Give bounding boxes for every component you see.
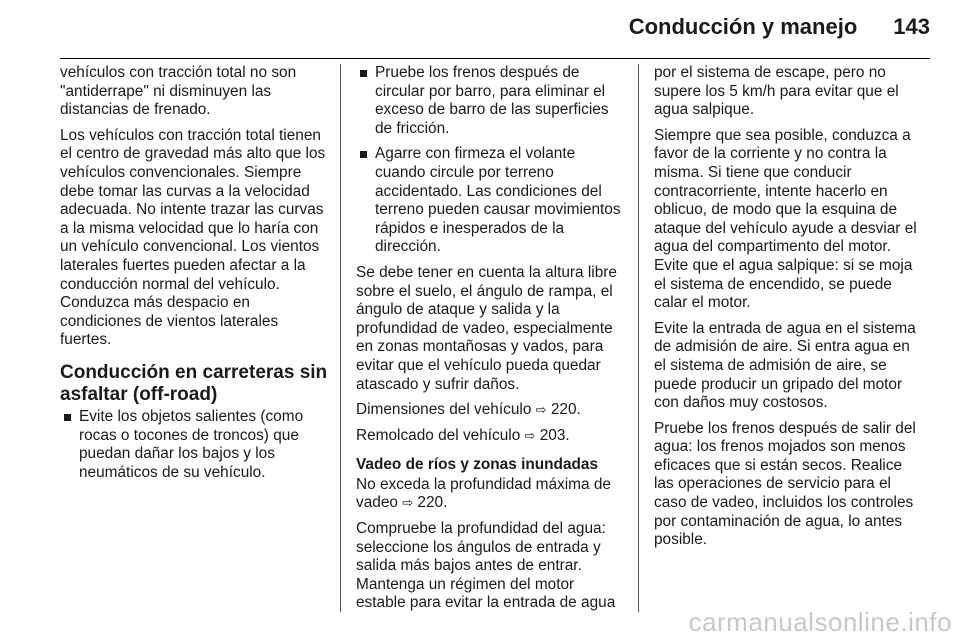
reference-page: 203. [539,426,570,444]
paragraph: Compruebe la profundidad del agua: seleccione los ángulos de entrada y salida más bajos antes de entrar. Mantenga un régimen del motor estable para evitar la entrada de agua [356,520,616,612]
column-1 [60,64,328,642]
page-header [60,14,930,54]
reference-text: Dimensiones del vehículo [356,401,532,419]
paragraph: Pruebe los frenos después de salir del agua: los frenos mojados son menos eficaces que si están secos. Realice las operaciones de servicio para el caso de vadeo, incluidos los controles por contaminación de agua, lo antes posible. [654,419,916,549]
column-2 [356,64,622,642]
arrow-right-icon: ⇨ [524,427,536,443]
page-number: 143 [893,14,930,39]
reference-text: Remolcado del vehículo [356,426,521,444]
column-divider-1 [340,64,341,612]
section-title: Conducción en carreteras sin asfaltar (off-road) [60,361,328,405]
watermark: carmanualsonline.info [688,607,952,637]
header-rule [60,58,930,59]
paragraph: Siempre que sea posible, conduzca a favor de la corriente y no contra la misma. Si tiene que conducir contracorriente, intente hacerlo en oblicuo, de modo que la esquina de ataque del vehículo ayude a desviar el agua del compartimento del motor. Evite que el agua salpique: si se moja el sistema de encendido, se puede calar el motor. [654,126,917,312]
arrow-right-icon: ⇨ [402,495,414,511]
bullet-item: Agarre con firmeza el volante cuando circule por terreno accidentado. Las condiciones del terreno pueden causar movimientos rápidos e inesperados de la dirección. [356,145,622,257]
chapter-title: Conducción y manejo [628,14,858,39]
paragraph: por el sistema de escape, pero no supere los 5 km/h para evitar que el agua salpique. [654,64,899,119]
cross-reference[interactable] [356,401,622,420]
paragraph [356,476,622,513]
arrow-right-icon: ⇨ [535,402,547,418]
cross-reference[interactable] [356,427,622,446]
reference-page: 220. [550,401,581,419]
bullet-item: Pruebe los frenos después de circular por barro, para eliminar el exceso de barro de las superficies de fricción. [356,64,622,138]
paragraph: vehículos con tracción total no son "antiderrape" ni disminuyen las distancias de frenado. [60,64,297,119]
paragraph: Los vehículos con tracción total tienen el centro de gravedad más alto que los vehículos convencionales. Siempre debe tomar las curvas a la velocidad adecuada. No intente trazar las curvas a la misma velocidad que lo haría con un vehículo convencional. Los vientos laterales fuertes pueden afectar a la conducción normal del vehículo. Conduzca más despacio en condiciones de vientos laterales fuertes. [60,126,326,349]
paragraph: Evite la entrada de agua en el sistema de admisión de aire. Si entra agua en el sistema de admisión de aire, se puede producir un gripado del motor con daños muy costosos. [654,319,916,412]
column-divider-2 [638,64,639,612]
paragraph: Se debe tener en cuenta la altura libre sobre el suelo, el ángulo de rampa, el ángulo de ataque y salida y la profundidad de vadeo, especialmente en zonas montañosas y vados, para evitar que el vehículo pueda quedar atascado y sufrir daños. [356,263,617,393]
reference-page[interactable]: 220. [417,494,448,512]
bullet-list [356,64,622,257]
paragraph-text: No exceda la profundidad máxima de vadeo [356,475,611,512]
bullet-list [60,408,328,482]
bullet-item: Evite los objetos salientes (como rocas o tocones de troncos) que puedan dañar los bajos y los neumáticos de su vehículo. [60,408,328,482]
column-3 [654,64,922,642]
subsection-title: Vadeo de ríos y zonas inundadas [356,456,599,474]
